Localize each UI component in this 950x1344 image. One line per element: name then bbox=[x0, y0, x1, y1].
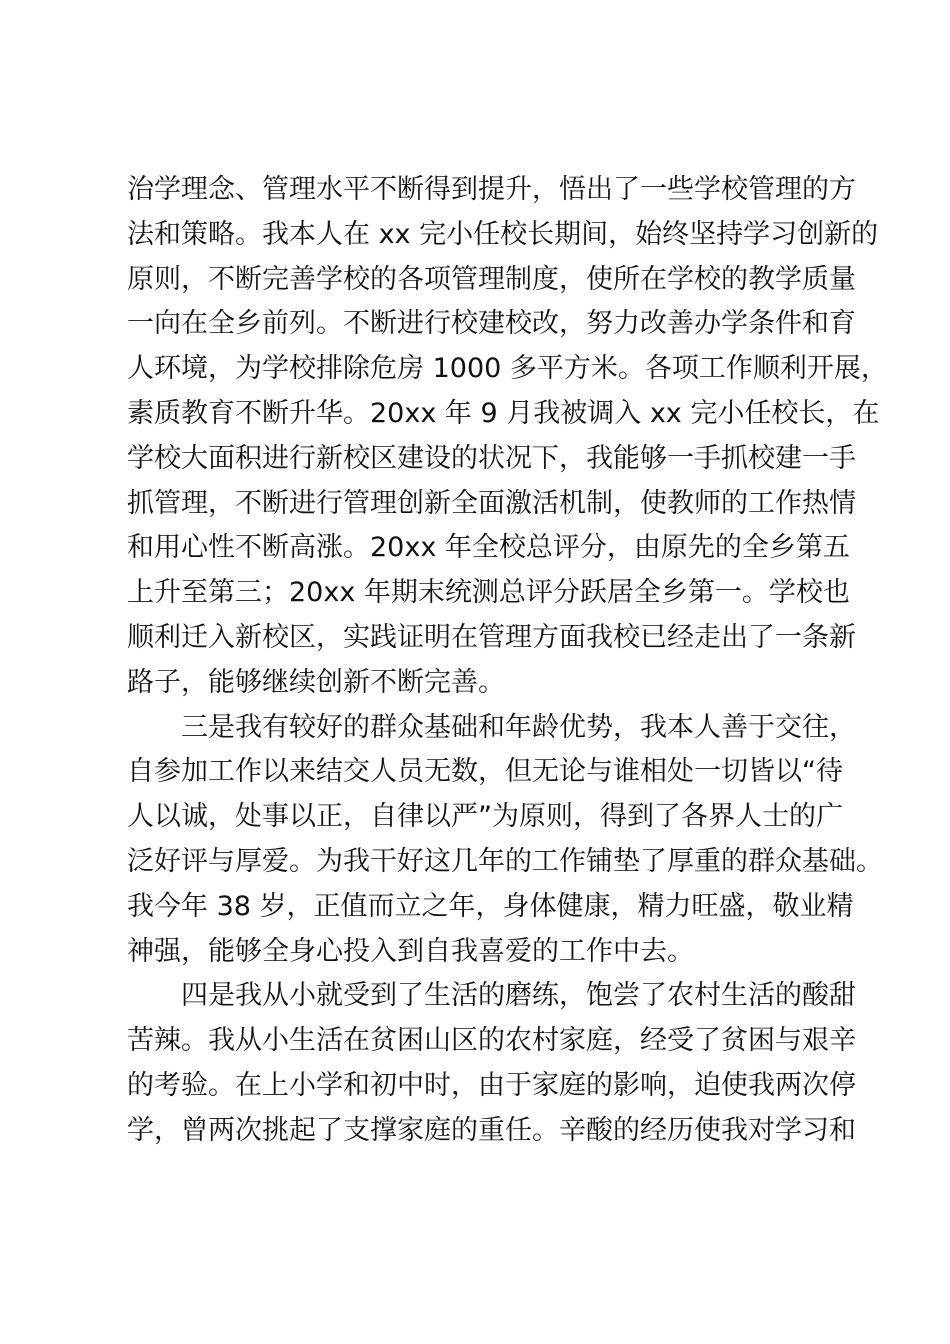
text-line: 顺利迁入新校区，实践证明在管理方面我校已经走出了一条新 bbox=[127, 622, 856, 653]
text-line: 路子，能够继续创新不断完善。 bbox=[127, 666, 505, 698]
text-line: 人环境，为学校排除危房 1000 多平方米。各项工作顺利开展， bbox=[127, 353, 888, 385]
text-line: 治学理念、管理水平不断得到提升，悟出了一些学校管理的方 bbox=[127, 174, 856, 205]
paragraph-start-line: 四是我从小就受到了生活的磨练，饱尝了农村生活的酸甜 bbox=[181, 980, 856, 1012]
text-line: 人以诚，处事以正，自律以严”为原则，得到了各界人士的广 bbox=[127, 801, 843, 833]
text-line: 神强，能够全身心投入到自我喜爱的工作中去。 bbox=[127, 935, 694, 967]
text-line: 法和策略。我本人在 xx 完小任校长期间，始终坚持学习创新的 bbox=[127, 218, 879, 250]
text-line: 上升至第三；20xx 年期末统测总评分跃居全乡第一。学校也 bbox=[127, 577, 850, 609]
text-line: 素质教育不断升华。20xx 年 9 月我被调入 xx 完小任校长，在 bbox=[127, 398, 880, 429]
text-line: 学校大面积进行新校区建设的状况下，我能够一手抓校建一手 bbox=[127, 442, 856, 474]
text-line: 苦辣。我从小生活在贫困山区的农村家庭，经受了贫困与艰辛 bbox=[127, 1025, 856, 1057]
text-line: 原则，不断完善学校的各项管理制度，使所在学校的教学质量 bbox=[127, 263, 856, 295]
text-line: 的考验。在上小学和初中时，由于家庭的影响，迫使我两次停 bbox=[127, 1070, 856, 1101]
text-line: 和用心性不断高涨。20xx 年全校总评分，由原先的全乡第五 bbox=[127, 532, 850, 564]
text-line: 自参加工作以来结交人员无数，但无论与谁相处一切皆以“待 bbox=[127, 756, 843, 788]
text-line: 学，曾两次挑起了支撑家庭的重任。辛酸的经历使我对学习和 bbox=[127, 1114, 856, 1146]
text-line: 抓管理，不断进行管理创新全面激活机制，使教师的工作热情 bbox=[127, 487, 856, 519]
paragraph-start-line: 三是我有较好的群众基础和年龄优势，我本人善于交往， bbox=[181, 711, 856, 743]
text-line: 泛好评与厚爱。为我干好这几年的工作铺垫了厚重的群众基础。 bbox=[127, 846, 883, 877]
text-line: 我今年 38 岁，正值而立之年，身体健康，精力旺盛，敬业精 bbox=[127, 890, 854, 922]
text-line: 一向在全乡前列。不断进行校建校改，努力改善办学条件和育 bbox=[127, 308, 856, 340]
